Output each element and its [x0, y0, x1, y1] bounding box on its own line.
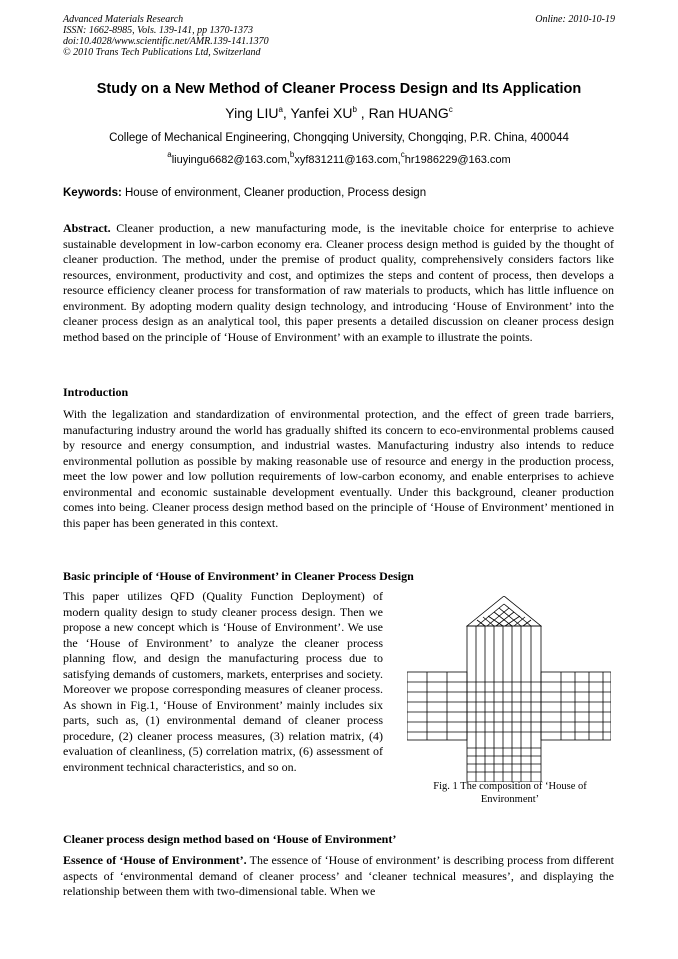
paper-title: Study on a New Method of Cleaner Process Design and Its Application — [96, 81, 582, 97]
author-name: Yanfei XU — [290, 105, 353, 121]
roof-outline — [467, 596, 541, 626]
keywords-text: House of environment, Cleaner production, Process design — [125, 187, 427, 199]
email-address: liuyingu6682@163.com, — [171, 154, 290, 166]
house-of-environment-figure — [407, 596, 611, 782]
figure-caption — [404, 780, 616, 806]
caption-line: Fig. 1 The composition of ‘House of — [433, 781, 587, 792]
author-mark: a — [278, 105, 283, 114]
author-name: Ying LIU — [225, 105, 279, 121]
author-mark: b — [352, 105, 357, 114]
copyright-line: © 2010 Trans Tech Publications Ltd, Switzerland — [63, 47, 261, 58]
author-list: Ying LIU$^a$, Yanfei $XU^b$ , Ran HUANG$^c$ — [225, 105, 453, 121]
author-mark: c — [448, 105, 453, 114]
author-name: Ran HUANG — [368, 105, 449, 121]
intro-text: With the legalization and standardization of environmental protection, and the effect of green trade barriers, manufacturing industry around the world has gradually shifted its concern to eco-environmental problems caused by resource and energy consumption, and industrial wastes. Manufacturing industry also intends to reduce environmental pollution as possible by making reasonable use of resource and energy in the production process, meet the low power and low pollution requirements of low-carbon economy, and enable enterprises to achieve environmental and economic sustainable development eventually. Under this background, cleaner production comes into being. Cleaner process design method based on the principle of ‘House of Environment’ mentioned in this paper has been generated in this context. — [63, 407, 614, 530]
abstract-text: Cleaner production, a new manufacturing mode, is the inevitable choice for enterprise to achieve sustainable development in low-carbon economy era. Cleaner process design method is guided by the thought of cleaner production. The method, under the premise of product quality, comprehensively considers factors like resources, environment, productivity and cost, and optimizes the steps and content of process, then develops a resource efficiency cleaner process for transformation of raw materials to products, which has little influence on environment. By adopting modern quality design technology, and introducing ‘House of Environment’ into the cleaner process design as an analytical tool, this paper presents a detailed discussion on cleaner process design method based on the principle of ‘House of Environment’ with an example to illustrate the points. — [63, 221, 615, 344]
method-label: Essence of ‘House of Environment’. — [63, 853, 247, 867]
intro-heading: Introduction — [63, 385, 129, 399]
central-column — [467, 626, 541, 782]
email-mark: a — [167, 150, 172, 159]
method-text — [63, 853, 614, 900]
basic-text: This paper utilizes QFD (Quality Function Deployment) of modern quality design to study cleaner process design. Then we propose a new concept which is ‘House of Environment’. We use the ‘House of Environment’ to analyze the cleaner process planning flow, and design the manufacturing process due to satisfying demands of customers, markets, enterprises and society. Moreover we propose corresponding measures of cleaner process. As shown in Fig.1, ‘House of Environment’ mainly includes six parts, such as, (1) environmental demand of cleaner process procedure, (2) cleaner process measures, (3) relation matrix, (4) evaluation of cleanliness, (5) correlation matrix, (6) assessment of environment technical characteristics, and so on. — [63, 589, 383, 774]
email-mark: c — [400, 150, 405, 159]
email-list — [0, 150, 678, 166]
page-header — [63, 14, 615, 58]
doi-line: doi:10.4028/www.scientific.net/AMR.139-141.1370 — [63, 36, 269, 47]
basic-heading: Basic principle of ‘House of Environment’ in Cleaner Process Design — [63, 569, 414, 583]
method-heading: Cleaner process design method based on ‘House of Environment’ — [63, 832, 397, 846]
method-body: The essence of ‘House of environment’ is describing process from different aspects of ‘environmental demand of cleaner process’ and ‘cleaner technical measures’, and displaying the relationship between them with two-dimensional table. When we — [63, 853, 614, 898]
caption-line: Environment’ — [480, 794, 540, 805]
email-address: xyf831211@163.com, — [294, 154, 401, 166]
keywords — [63, 187, 426, 199]
abstract-label: Abstract. — [63, 221, 111, 235]
issn-line: ISSN: 1662-8985, Vols. 139-141, pp 1370-1373 — [63, 25, 253, 36]
affiliation: College of Mechanical Engineering, Chongqing University, Chongqing, P.R. China, 400044 — [109, 132, 569, 144]
abstract — [63, 221, 614, 345]
online-date: Online: 2010-10-19 — [535, 14, 615, 25]
journal-name: Advanced Materials Research — [63, 14, 184, 25]
email-address: hr1986229@163.com — [404, 154, 511, 166]
keywords-label: Keywords: — [63, 187, 122, 199]
email-mark: b — [289, 150, 295, 159]
